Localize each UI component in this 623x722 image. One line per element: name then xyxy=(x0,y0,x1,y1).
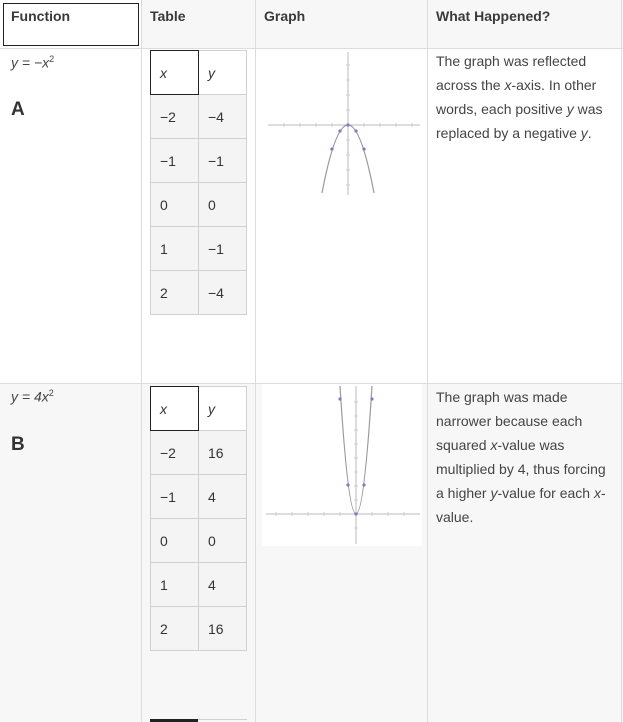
table-header-x: x xyxy=(151,51,199,95)
point-b-3 xyxy=(354,512,357,515)
divider-col-2 xyxy=(255,0,256,722)
function-b: $y = 4x^2$ xyxy=(11,388,54,405)
point-a-4 xyxy=(354,129,357,132)
header-table: Table xyxy=(150,8,186,24)
description-a: The graph was reflected across the x-axis. In other words, each positive y was replaced by a negative y. xyxy=(436,53,603,141)
table-header-y: y xyxy=(199,387,247,431)
table-row xyxy=(151,51,247,95)
header-what-happened: What Happened? xyxy=(436,8,551,24)
table-row: 2 16 xyxy=(151,607,247,651)
table-row: 0 0 xyxy=(151,183,247,227)
next-table-edge-2 xyxy=(198,719,247,720)
point-b-5 xyxy=(370,397,373,400)
point-b-1 xyxy=(338,397,341,400)
description-b: The graph was made narrower because each squared x-value was multiplied by 4, thus forcing a higher y-value for each x-value. xyxy=(436,389,606,525)
table-row: −1 4 xyxy=(151,475,247,519)
label-a: A xyxy=(11,99,25,120)
point-a-3 xyxy=(346,123,349,126)
table-row xyxy=(151,387,247,431)
point-b-4 xyxy=(362,483,365,486)
table-row: −2 −4 xyxy=(151,95,247,139)
header-graph: Graph xyxy=(264,8,306,24)
table-row: 0 0 xyxy=(151,519,247,563)
table-row: −2 16 xyxy=(151,431,247,475)
label-b: B xyxy=(11,434,25,455)
divider-col-1 xyxy=(141,0,142,722)
point-a-2 xyxy=(338,129,341,132)
table-a xyxy=(150,50,247,315)
graph-b xyxy=(262,384,422,546)
point-b-2 xyxy=(346,483,349,486)
table-row: 2 −4 xyxy=(151,271,247,315)
divider-col-3 xyxy=(427,0,428,722)
function-a: $y = -x^2$ xyxy=(11,54,55,71)
divider-right xyxy=(621,0,622,722)
point-a-1 xyxy=(330,147,333,150)
table-header-x: x xyxy=(151,387,199,431)
table-row: 1 −1 xyxy=(151,227,247,271)
graph-a xyxy=(264,50,424,200)
table-row: 1 4 xyxy=(151,563,247,607)
table-header-y: y xyxy=(199,51,247,95)
table-row: −1 −1 xyxy=(151,139,247,183)
header-function: Function xyxy=(11,8,71,24)
table-b xyxy=(150,386,247,651)
point-a-5 xyxy=(362,147,365,150)
